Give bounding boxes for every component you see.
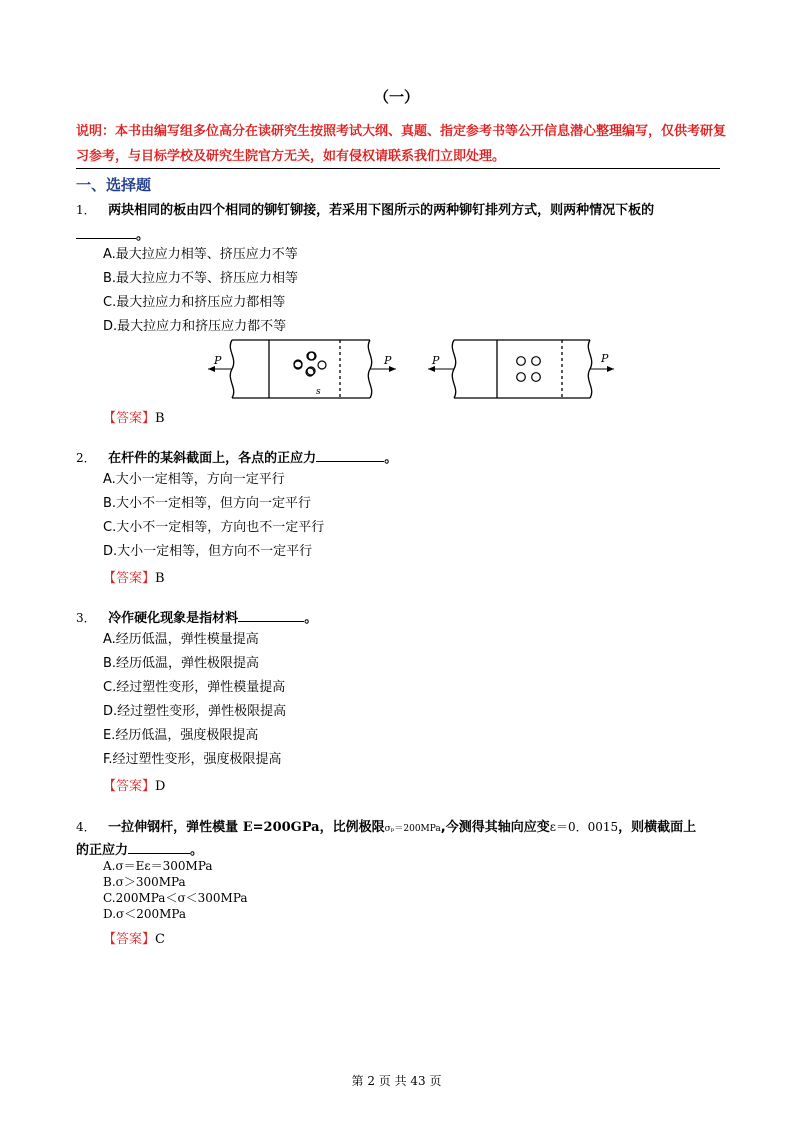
- part-title: （一）: [373, 88, 419, 106]
- rivet: [532, 357, 541, 366]
- q2-answer: [103, 567, 165, 586]
- page-footer: 第 2 页 共 43 页: [351, 1074, 442, 1088]
- question-text: 冷作硬化现象是指材料: [108, 611, 239, 626]
- answer-value: D: [155, 779, 166, 794]
- q3-option-d: D.经过塑性变形，弹性极限提高: [103, 704, 287, 719]
- rivet-figure: [200, 336, 620, 402]
- q4-option-c: C.200MPa＜σ＜300MPa: [103, 891, 248, 905]
- q2-option-c: C.大小不一定相等，方向也不一定平行: [103, 520, 325, 535]
- sigma-p-value: σₚ＝200MPa: [384, 824, 441, 834]
- q1-option-c: C.最大拉应力和挤压应力都相等: [103, 295, 286, 310]
- rivet: [532, 373, 541, 382]
- answer-value: B: [155, 411, 165, 426]
- question-text: 在杆件的某斜截面上，各点的正应力: [108, 451, 317, 466]
- q1-answer: [103, 407, 165, 426]
- section-title: 一、选择题: [76, 176, 152, 194]
- q1-option-a: A.最大拉应力相等、挤压应力不等: [103, 247, 298, 262]
- answer-value: B: [155, 571, 165, 586]
- question-number: 3．: [76, 611, 96, 625]
- answer-tag: 【答案】: [103, 932, 156, 947]
- answer-tag: 【答案】: [103, 779, 156, 794]
- section-label: s: [316, 387, 321, 397]
- q3-option-c: C.经过塑性变形，弹性模量提高: [103, 680, 286, 695]
- q3-answer: [103, 775, 165, 794]
- question-1-stem: [76, 199, 726, 218]
- force-label: P: [432, 354, 440, 367]
- question-number: 4．: [76, 820, 96, 834]
- question-4-stem: 4． 一拉伸钢杆，弹性模量 E=200GPa，比例极限σₚ＝200MPa,今测得其轴向应变ε＝0．0015，则横截面上: [76, 820, 697, 835]
- question-1-stem-cont: 。: [76, 224, 149, 243]
- rivet: [517, 357, 526, 366]
- rivet: [517, 373, 526, 382]
- q4-answer: [103, 928, 165, 947]
- answer-blank: [316, 448, 384, 462]
- q3-option-a: A.经历低温，弹性模量提高: [103, 632, 259, 647]
- answer-value: C: [155, 932, 165, 947]
- force-label: P: [384, 354, 392, 367]
- answer-blank: [128, 840, 190, 854]
- force-label: P: [214, 354, 222, 367]
- answer-blank: [238, 608, 304, 622]
- q4-option-d: D.σ＜200MPa: [103, 907, 187, 921]
- question-3-stem: 3． 冷作硬化现象是指材料 。: [76, 607, 726, 626]
- q2-option-a: A.大小一定相等，方向一定平行: [103, 472, 285, 487]
- divider: [76, 168, 720, 169]
- answer-tag: 【答案】: [103, 571, 156, 586]
- q3-option-e: E.经历低温，强度极限提高: [103, 728, 259, 743]
- question-2-stem: 2． 在杆件的某斜截面上，各点的正应力 。: [76, 447, 726, 466]
- q2-option-b: B.大小不一定相等，但方向一定平行: [103, 496, 312, 511]
- disclaimer-notice: 说明：本书由编写组多位高分在读研究生按照考试大纲、真题、指定参考书等公开信息潜心整理编写，仅供考研复习参考，与目标学校及研究生院官方无关，如有侵权请联系我们立即处理。: [76, 124, 727, 164]
- q3-option-b: B.经历低温，弹性极限提高: [103, 656, 260, 671]
- answer-blank: [76, 225, 136, 239]
- question-4-stem-cont: 的正应力 。: [76, 839, 203, 858]
- strain-value: ε＝0．0015: [549, 820, 619, 834]
- q1-option-d: D.最大拉应力和挤压应力都不等: [103, 319, 287, 334]
- question-number: 1．: [76, 203, 96, 217]
- plate-right: [428, 340, 614, 398]
- modulus-value: E=200GPa: [242, 820, 320, 835]
- answer-tag: 【答案】: [103, 411, 156, 426]
- q2-option-d: D.大小一定相等，但方向不一定平行: [103, 544, 313, 559]
- q4-option-a: A.σ＝Eε＝300MPa: [103, 859, 213, 873]
- q1-option-b: B.最大拉应力不等、挤压应力相等: [103, 271, 299, 286]
- force-label: P: [601, 352, 609, 365]
- plate-left: [208, 340, 396, 398]
- question-text: 两块相同的板由四个相同的铆钉铆接，若采用下图所示的两种铆钉排列方式，则两种情况下板的: [108, 203, 655, 218]
- q4-option-b: B.σ＞300MPa: [103, 875, 186, 889]
- question-number: 2．: [76, 451, 96, 465]
- question-text: 一拉伸钢杆，弹性模量: [108, 820, 239, 835]
- q3-option-f: F.经过塑性变形，强度极限提高: [103, 752, 282, 767]
